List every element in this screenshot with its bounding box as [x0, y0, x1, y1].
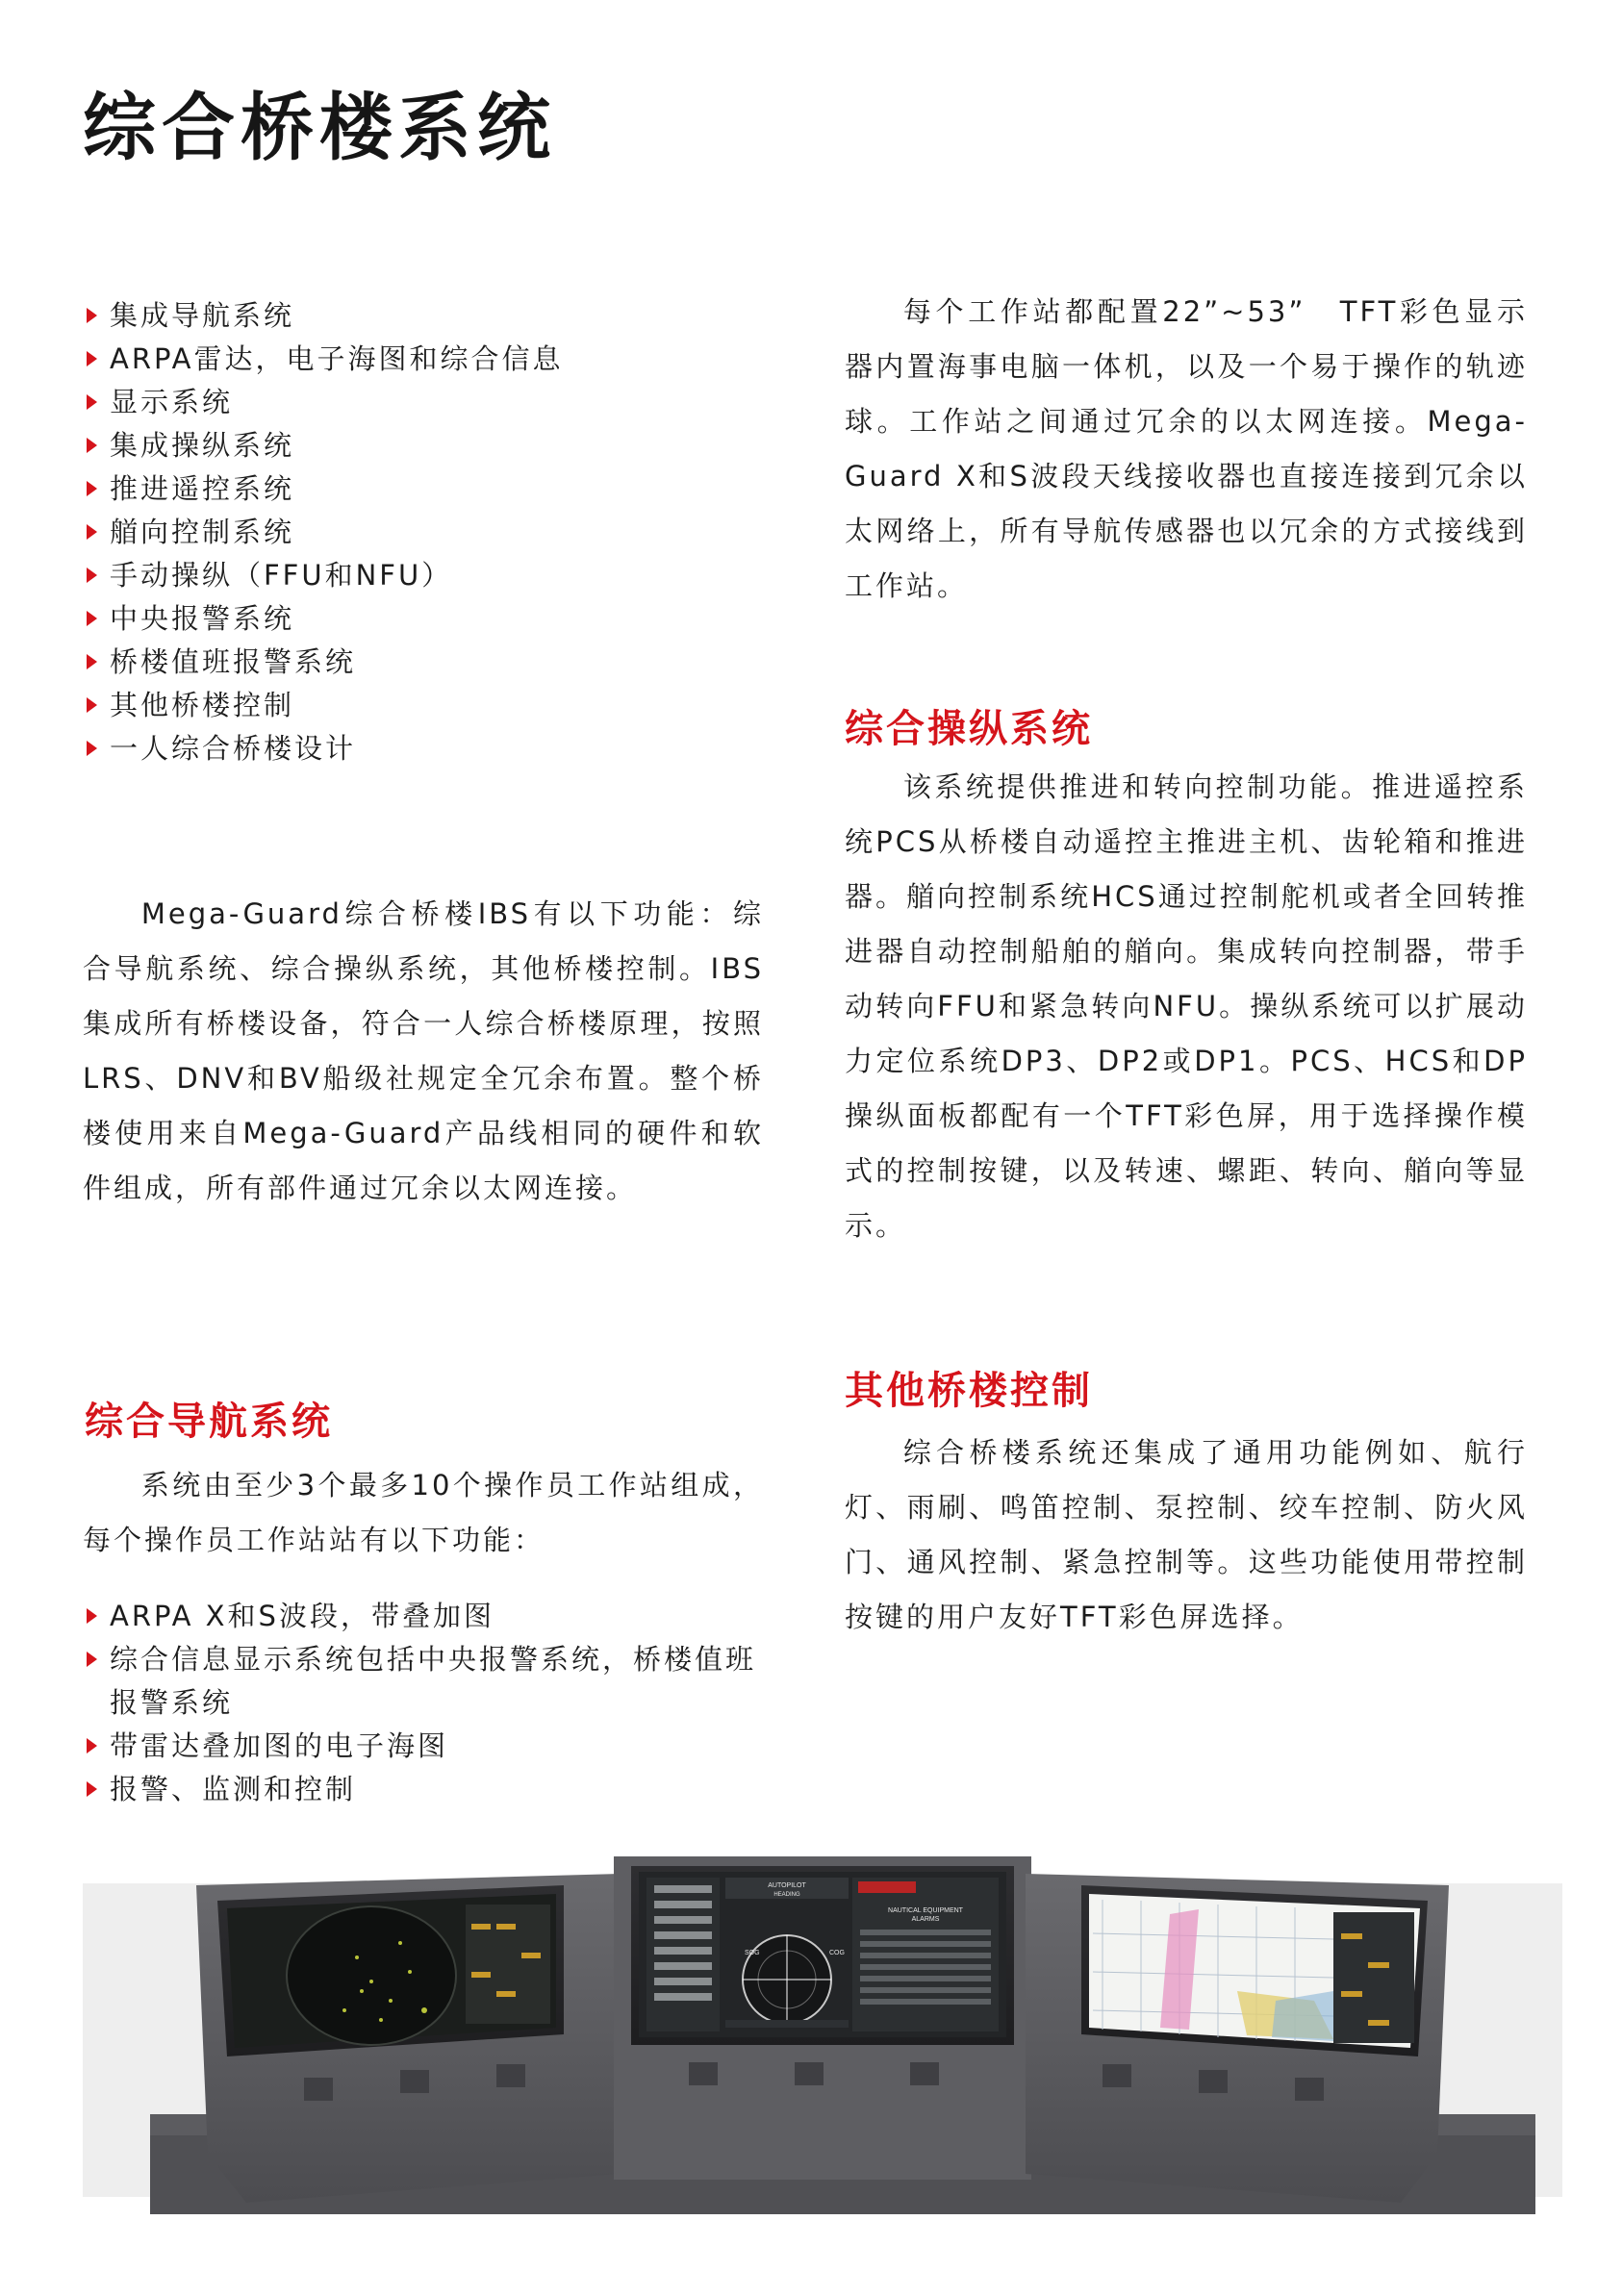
- bridge-console-image: [83, 1856, 1562, 2232]
- list-item: 艏向控制系统: [83, 511, 775, 554]
- list-item: 桥楼值班报警系统: [83, 641, 775, 684]
- maneuvering-heading: 综合操纵系统: [845, 707, 1093, 751]
- list-item: 带雷达叠加图的电子海图: [83, 1725, 775, 1768]
- navigation-heading: 综合导航系统: [85, 1400, 333, 1444]
- ibs-paragraph: Mega-Guard综合桥楼IBS有以下功能：综合导航系统、综合操纵系统，其他桥楼控制。IBS集成所有桥楼设备，符合一人综合桥楼原理，按照LRS、DNV和BV船级社规定全冗余布置。整个桥楼使用来自Mega-Guard产品线相同的硬件和软件组成，所有部件通过冗余以太网连接。: [83, 897, 764, 1204]
- navigation-list: [83, 1595, 775, 1811]
- list-item: 显示系统: [83, 381, 775, 424]
- list-item: ARPA雷达，电子海图和综合信息: [83, 338, 775, 381]
- list-item: 综合信息显示系统包括中央报警系统，桥楼值班报警系统: [83, 1638, 775, 1725]
- list-item: 中央报警系统: [83, 597, 775, 641]
- other-bridge-heading: 其他桥楼控制: [845, 1369, 1093, 1413]
- list-item: 其他桥楼控制: [83, 684, 775, 727]
- list-item: 集成导航系统: [83, 294, 775, 338]
- list-item: 集成操纵系统: [83, 424, 775, 467]
- workstation-paragraph: 每个工作站都配置22”~53” TFT彩色显示器内置海事电脑一体机，以及一个易于操作的轨迹球。工作站之间通过冗余的以太网连接。Mega-Guard X和S波段天线接收器也直接连接到冗余以太网络上，所有导航传感器也以冗余的方式接线到工作站。: [845, 295, 1528, 602]
- list-item: 报警、监测和控制: [83, 1768, 775, 1811]
- page-title: 综合桥楼系统: [83, 85, 556, 170]
- list-item: 推进遥控系统: [83, 467, 775, 511]
- console-drawing: [83, 1856, 1562, 2232]
- cog-label: COG: [829, 1950, 845, 1956]
- list-item: 手动操纵（FFU和NFU）: [83, 554, 775, 597]
- autopilot-label: AUTOPILOT: [768, 1882, 806, 1889]
- heading-label: HEADING: [773, 1892, 800, 1898]
- sog-label: SOG: [745, 1950, 760, 1956]
- list-item: ARPA X和S波段，带叠加图: [83, 1595, 775, 1638]
- feature-list: [83, 294, 775, 770]
- nautical-equipment-label: NAUTICAL EQUIPMENT: [888, 1907, 963, 1914]
- other-bridge-paragraph: 综合桥楼系统还集成了通用功能例如、航行灯、雨刷、鸣笛控制、泵控制、绞车控制、防火风门、通风控制、紧急控制等。这些功能使用带控制按键的用户友好TFT彩色屏选择。: [845, 1436, 1528, 1633]
- list-item: 一人综合桥楼设计: [83, 727, 775, 770]
- alarms-label: ALARMS: [911, 1916, 940, 1923]
- maneuvering-paragraph: 该系统提供推进和转向控制功能。推进遥控系统PCS从桥楼自动遥控主推进主机、齿轮箱和推进器。艏向控制系统HCS通过控制舵机或者全回转推进器自动控制船舶的艏向。集成转向控制器，带手动转向FFU和紧急转向NFU。操纵系统可以扩展动力定位系统DP3、DP2或DP1。PCS、HCS和DP操纵面板都配有一个TFT彩色屏，用于选择操作模式的控制按键，以及转速、螺距、转向、艏向等显示。: [845, 770, 1528, 1242]
- navigation-paragraph: 系统由至少3个最多10个操作员工作站组成，每个操作员工作站站有以下功能：: [83, 1469, 764, 1556]
